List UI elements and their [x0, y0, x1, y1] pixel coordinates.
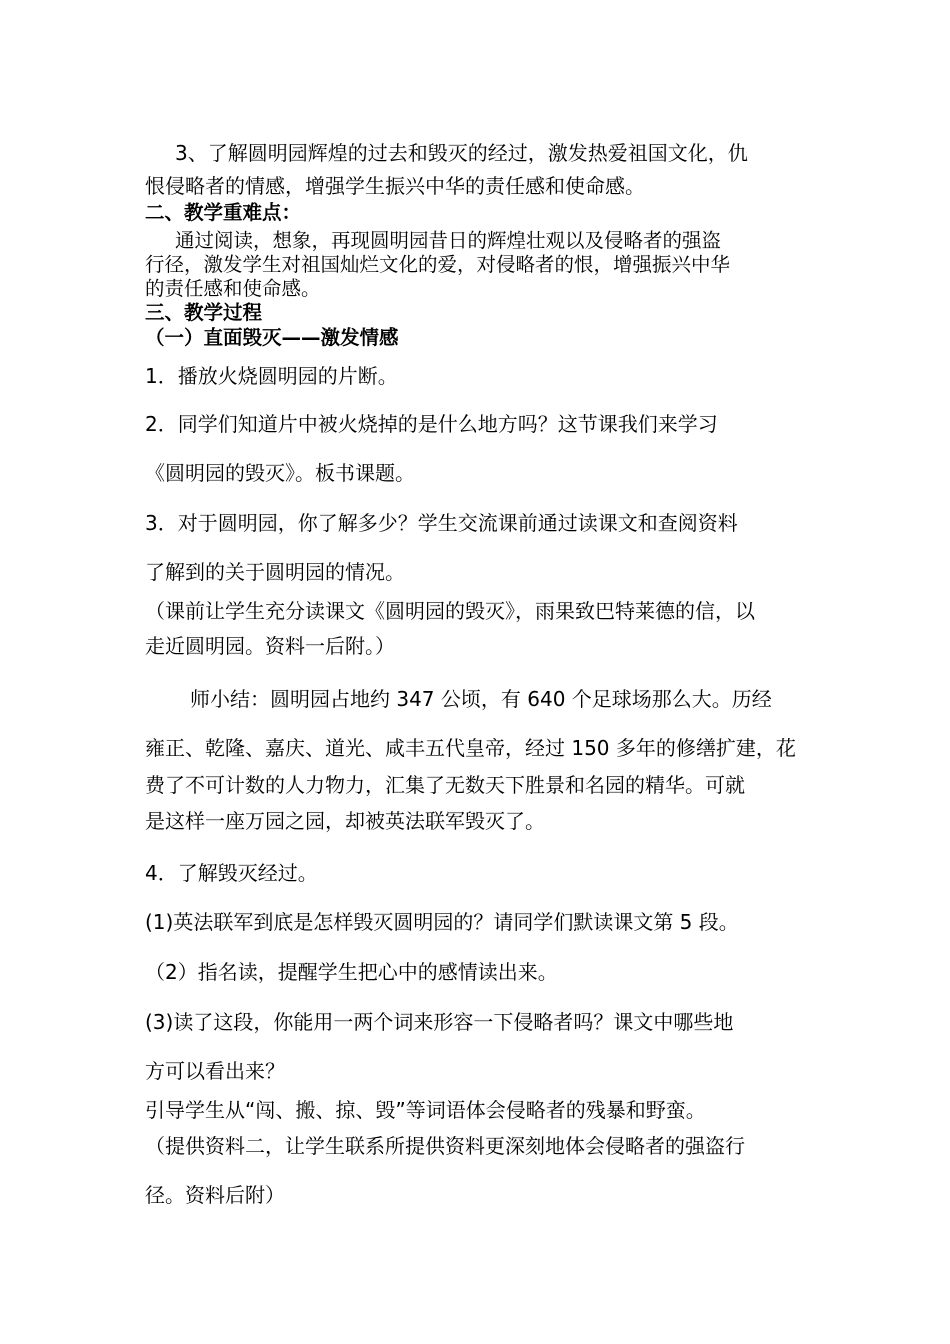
summary-line-3: 费了不可计数的人力物力，汇集了无数天下胜景和名园的精华。可就: [145, 773, 745, 797]
heading-teaching-process: 三、教学过程: [145, 301, 263, 324]
step-1-line: 1．播放火烧圆明园的片断。: [145, 364, 398, 388]
step-2-line-2: 《圆明园的毁灭》。板书课题。: [145, 461, 415, 485]
guidance-line: 引导学生从“闯、搬、掠、毁”等词语体会侵略者的残暴和野蛮。: [145, 1098, 706, 1122]
material-2-note-line-1: （提供资料二，让学生联系所提供资料更深刻地体会侵略者的强盗行: [145, 1134, 745, 1158]
key-points-line-1: 通过阅读，想象，再现圆明园昔日的辉煌壮观以及侵略者的强盗: [175, 229, 722, 252]
step-3-line-1: 3．对于圆明园，你了解多少？学生交流课前通过读课文和查阅资料: [145, 511, 738, 535]
step-2-line-1: 2．同学们知道片中被火烧掉的是什么地方吗？这节课我们来学习: [145, 412, 718, 436]
step-4-item-3-line-1: (3)读了这段，你能用一两个词来形容一下侵略者吗？课文中哪些地: [145, 1010, 734, 1034]
step-3-note-line-1: （课前让学生充分读课文《圆明园的毁灭》，雨果致巴特莱德的信，以: [145, 599, 755, 623]
step-3-note-line-2: 走近圆明园。资料一后附。）: [145, 634, 395, 658]
step-4-item-2: （2）指名读，提醒学生把心中的感情读出来。: [145, 960, 558, 984]
goal-3-line-2: 恨侵略者的情感，增强学生振兴中华的责任感和使命感。: [145, 174, 645, 198]
step-4-item-3-line-2: 方可以看出来？: [145, 1059, 285, 1083]
section-1-heading: （一）直面毁灭——激发情感: [145, 326, 399, 349]
summary-line-1: 师小结：圆明园占地约 347 公顷，有 640 个足球场那么大。历经: [190, 687, 772, 711]
heading-key-points: 二、教学重难点：: [145, 201, 302, 224]
step-3-line-2: 了解到的关于圆明园的情况。: [145, 560, 405, 584]
material-2-note-line-2: 径。资料后附）: [145, 1183, 285, 1207]
key-points-line-3: 的责任感和使命感。: [145, 277, 321, 300]
step-4-line: 4．了解毁灭经过。: [145, 861, 318, 885]
summary-line-2: 雍正、乾隆、嘉庆、道光、咸丰五代皇帝，经过 150 多年的修缮扩建，花: [145, 736, 796, 760]
goal-3-line-1: 3、了解圆明园辉煌的过去和毁灭的经过，激发热爱祖国文化，仇: [175, 141, 748, 165]
summary-line-4: 是这样一座万园之园，却被英法联军毁灭了。: [145, 809, 545, 833]
key-points-line-2: 行径，激发学生对祖国灿烂文化的爱，对侵略者的恨，增强振兴中华: [145, 253, 731, 276]
step-4-item-1: (1)英法联军到底是怎样毁灭圆明园的？请同学们默读课文第 5 段。: [145, 910, 739, 934]
